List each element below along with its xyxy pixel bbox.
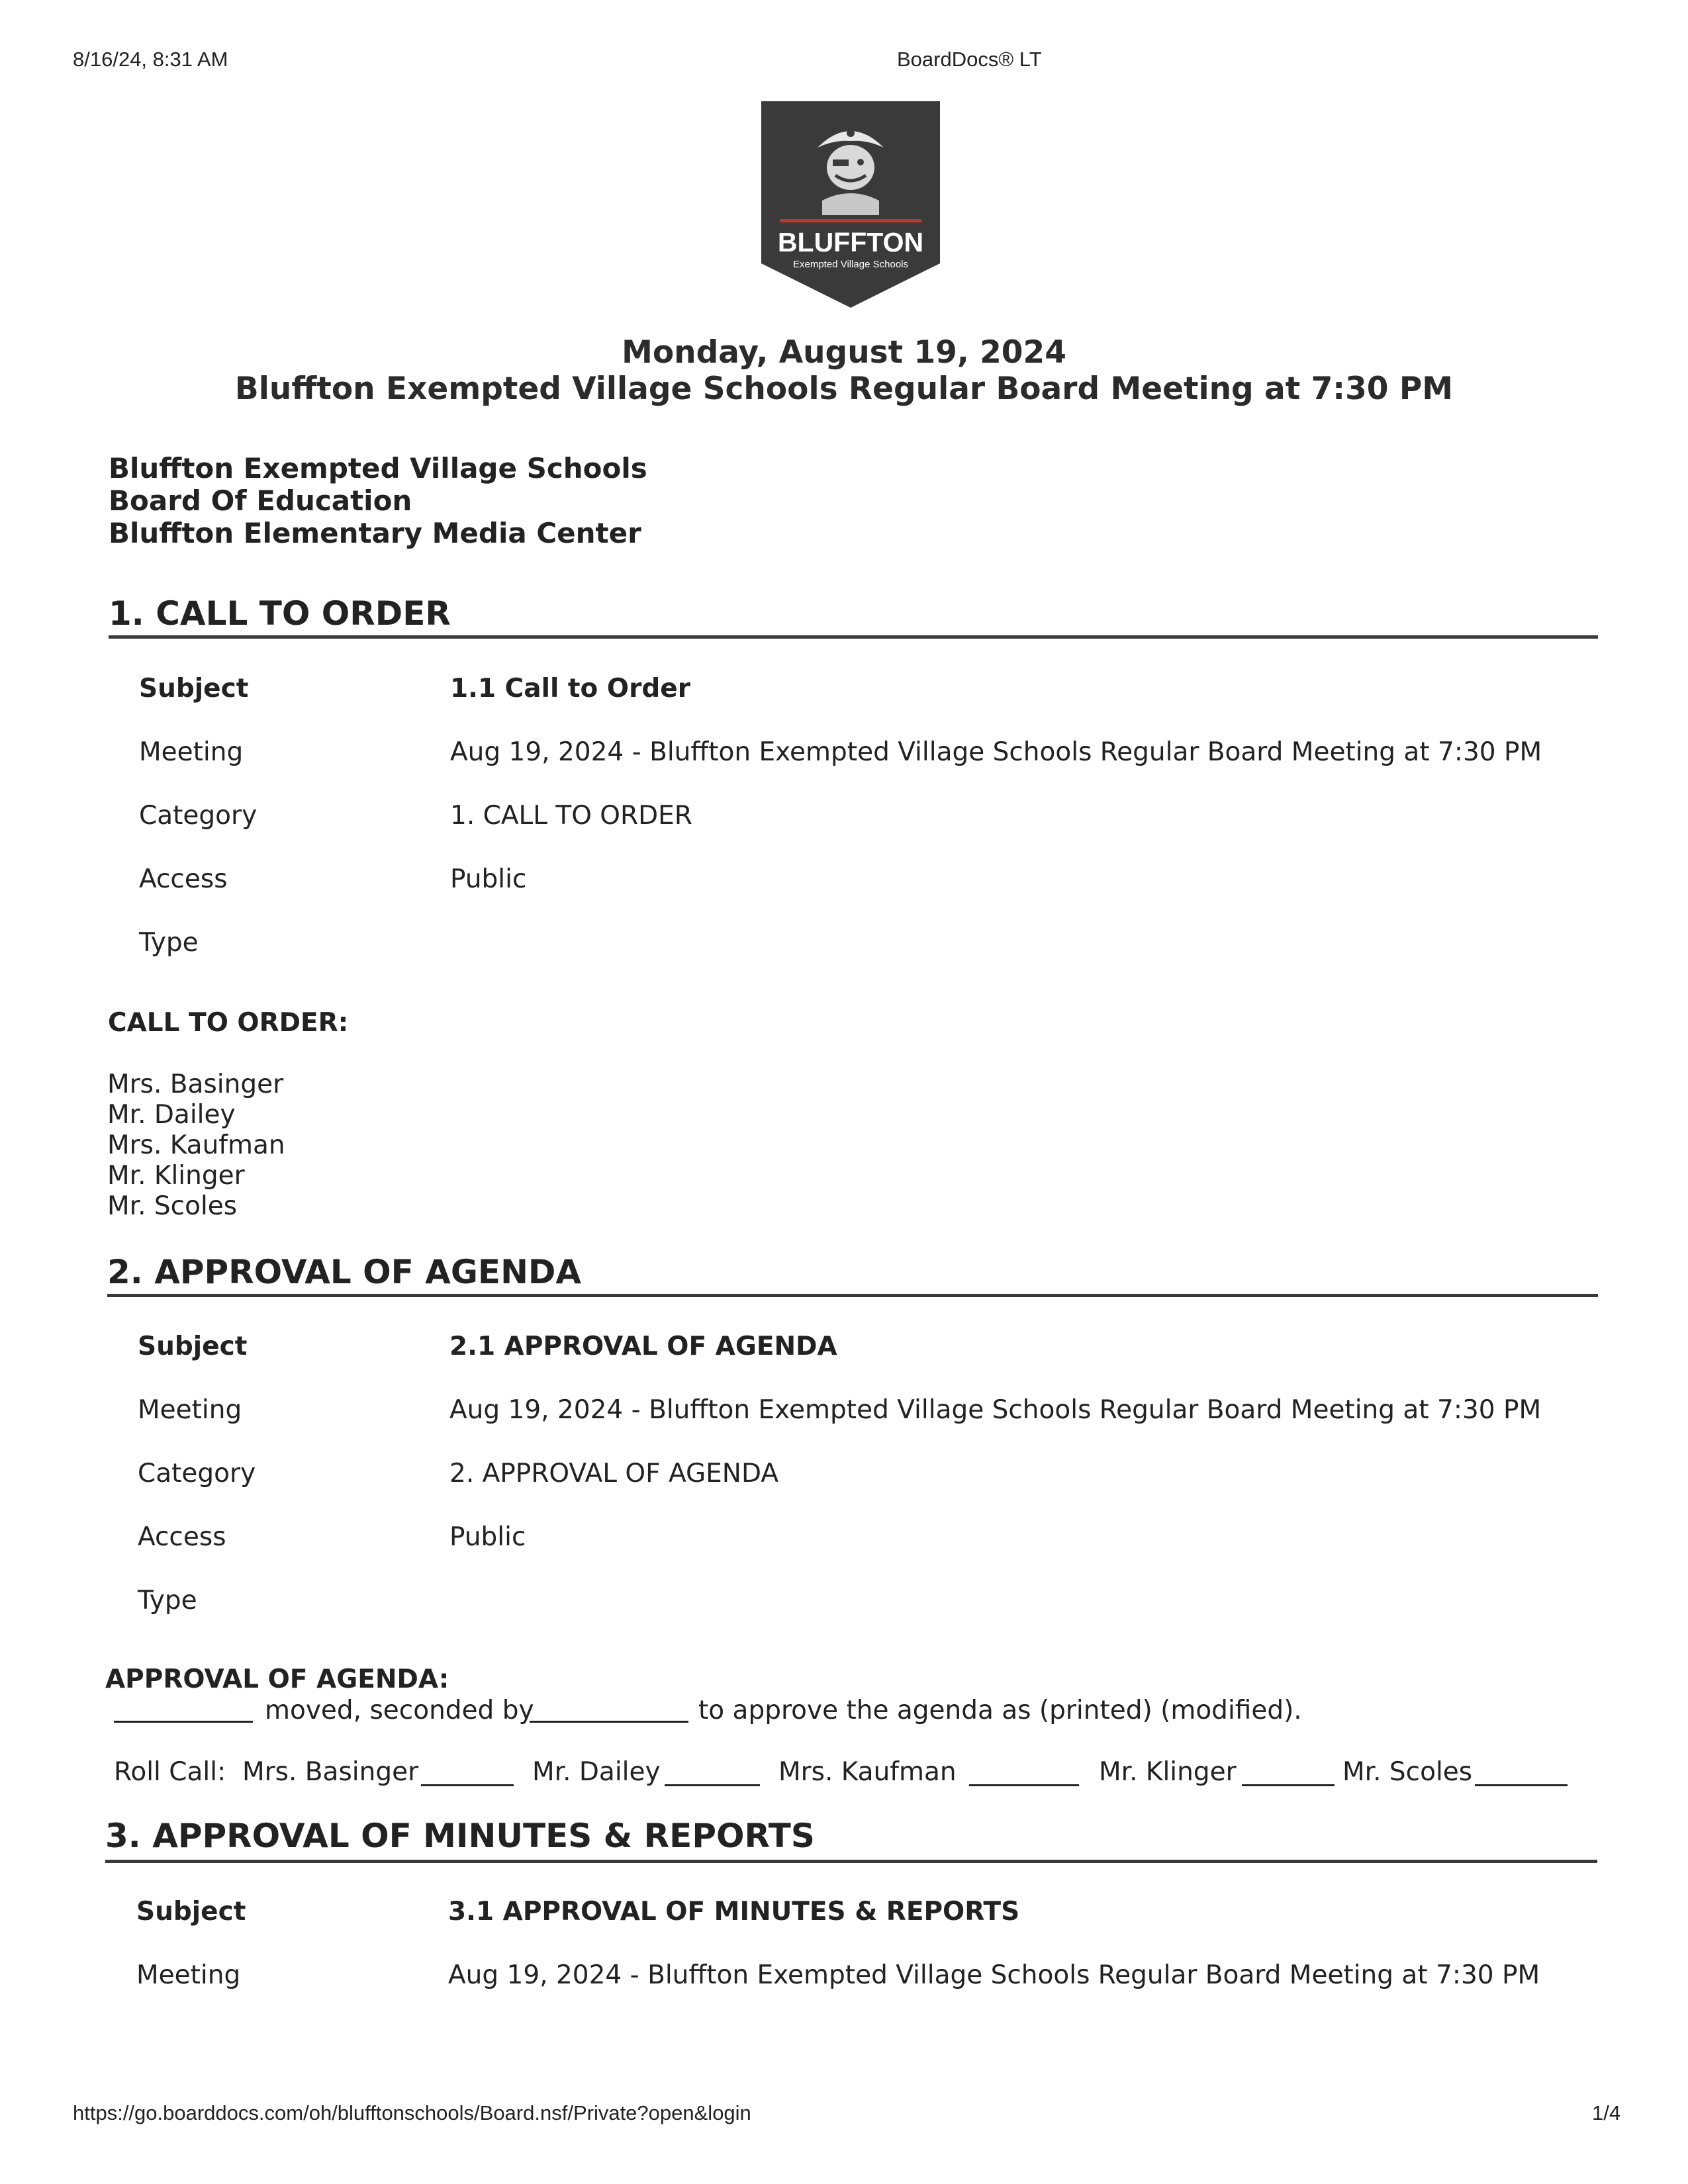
section-heading: 2. APPROVAL OF AGENDA [107, 1253, 582, 1291]
logo-text: BLUFFTON [777, 227, 924, 257]
roll-call-blank [665, 1783, 760, 1786]
print-page-number: 1/4 [1592, 2101, 1621, 2124]
roll-call-label: Roll Call: [114, 1757, 226, 1787]
category-label: Category [139, 801, 258, 831]
approve-text: to approve the agenda as (printed) (modified). [698, 1696, 1302, 1725]
section-divider [109, 635, 1598, 639]
access-label: Access [138, 1522, 226, 1552]
meeting-label: Meeting [138, 1395, 242, 1425]
category-value: 2. APPROVAL OF AGENDA [449, 1459, 779, 1488]
print-url: https://go.boarddocs.com/oh/blufftonschools/Board.nsf/Private?open&login [73, 2101, 751, 2124]
approval-heading: APPROVAL OF AGENDA: [105, 1664, 449, 1694]
member-name: Mr. Dailey [107, 1100, 236, 1130]
meeting-label: Meeting [139, 737, 244, 767]
meeting-value: Aug 19, 2024 - Bluffton Exempted Village Schools Regular Board Meeting at 7:30 PM [450, 737, 1542, 767]
category-value: 1. CALL TO ORDER [450, 801, 692, 831]
section-divider [105, 1860, 1597, 1863]
section-heading: 3. APPROVAL OF MINUTES & REPORTS [105, 1817, 815, 1855]
roll-call-blank [421, 1783, 514, 1786]
roll-call-member: Mr. Scoles [1342, 1757, 1473, 1787]
meeting-value: Aug 19, 2024 - Bluffton Exempted Village Schools Regular Board Meeting at 7:30 PM [448, 1960, 1540, 1990]
roll-call-blank [1242, 1783, 1335, 1786]
meeting-name: Bluffton Exempted Village Schools Regular Board Meeting at 7:30 PM [234, 371, 1454, 407]
section-divider [107, 1294, 1598, 1297]
category-label: Category [138, 1459, 256, 1488]
type-label: Type [139, 928, 199, 958]
member-name: Mrs. Basinger [107, 1069, 284, 1099]
print-app-name: BoardDocs® LT [897, 48, 1042, 71]
roll-call-blank [1475, 1783, 1568, 1786]
access-value: Public [450, 864, 527, 894]
call-to-order-heading: CALL TO ORDER: [108, 1008, 349, 1038]
logo-subtext: Exempted Village Schools [793, 259, 908, 270]
access-label: Access [139, 864, 228, 894]
print-datetime: 8/16/24, 8:31 AM [73, 48, 228, 71]
meeting-date: Monday, August 19, 2024 [622, 334, 1066, 371]
roll-call-member: Mrs. Kaufman [778, 1757, 957, 1787]
pirate-shield-icon [761, 101, 940, 308]
roll-call-blank [969, 1783, 1079, 1786]
member-name: Mr. Klinger [107, 1161, 245, 1191]
seconder-blank [530, 1719, 688, 1723]
org-location: Bluffton Elementary Media Center [109, 517, 641, 549]
mover-blank [114, 1719, 253, 1723]
org-board: Board Of Education [109, 484, 412, 517]
moved-text: moved, seconded by [265, 1696, 534, 1725]
bluffton-logo [761, 101, 940, 308]
org-name: Bluffton Exempted Village Schools [109, 452, 647, 484]
type-label: Type [138, 1586, 197, 1615]
member-name: Mr. Scoles [107, 1191, 238, 1221]
subject-value: 2.1 APPROVAL OF AGENDA [449, 1332, 837, 1361]
section-heading: 1. CALL TO ORDER [109, 594, 451, 633]
roll-call-member: Mr. Dailey [532, 1757, 661, 1787]
subject-label: Subject [139, 674, 249, 704]
meeting-label: Meeting [136, 1960, 241, 1990]
subject-label: Subject [136, 1897, 246, 1927]
meeting-value: Aug 19, 2024 - Bluffton Exempted Village Schools Regular Board Meeting at 7:30 PM [449, 1395, 1542, 1425]
subject-label: Subject [138, 1332, 248, 1361]
roll-call-member: Mrs. Basinger [242, 1757, 419, 1787]
access-value: Public [449, 1522, 526, 1552]
subject-value: 3.1 APPROVAL OF MINUTES & REPORTS [448, 1897, 1020, 1927]
subject-value: 1.1 Call to Order [450, 674, 690, 704]
roll-call-member: Mr. Klinger [1099, 1757, 1237, 1787]
member-name: Mrs. Kaufman [107, 1130, 285, 1160]
